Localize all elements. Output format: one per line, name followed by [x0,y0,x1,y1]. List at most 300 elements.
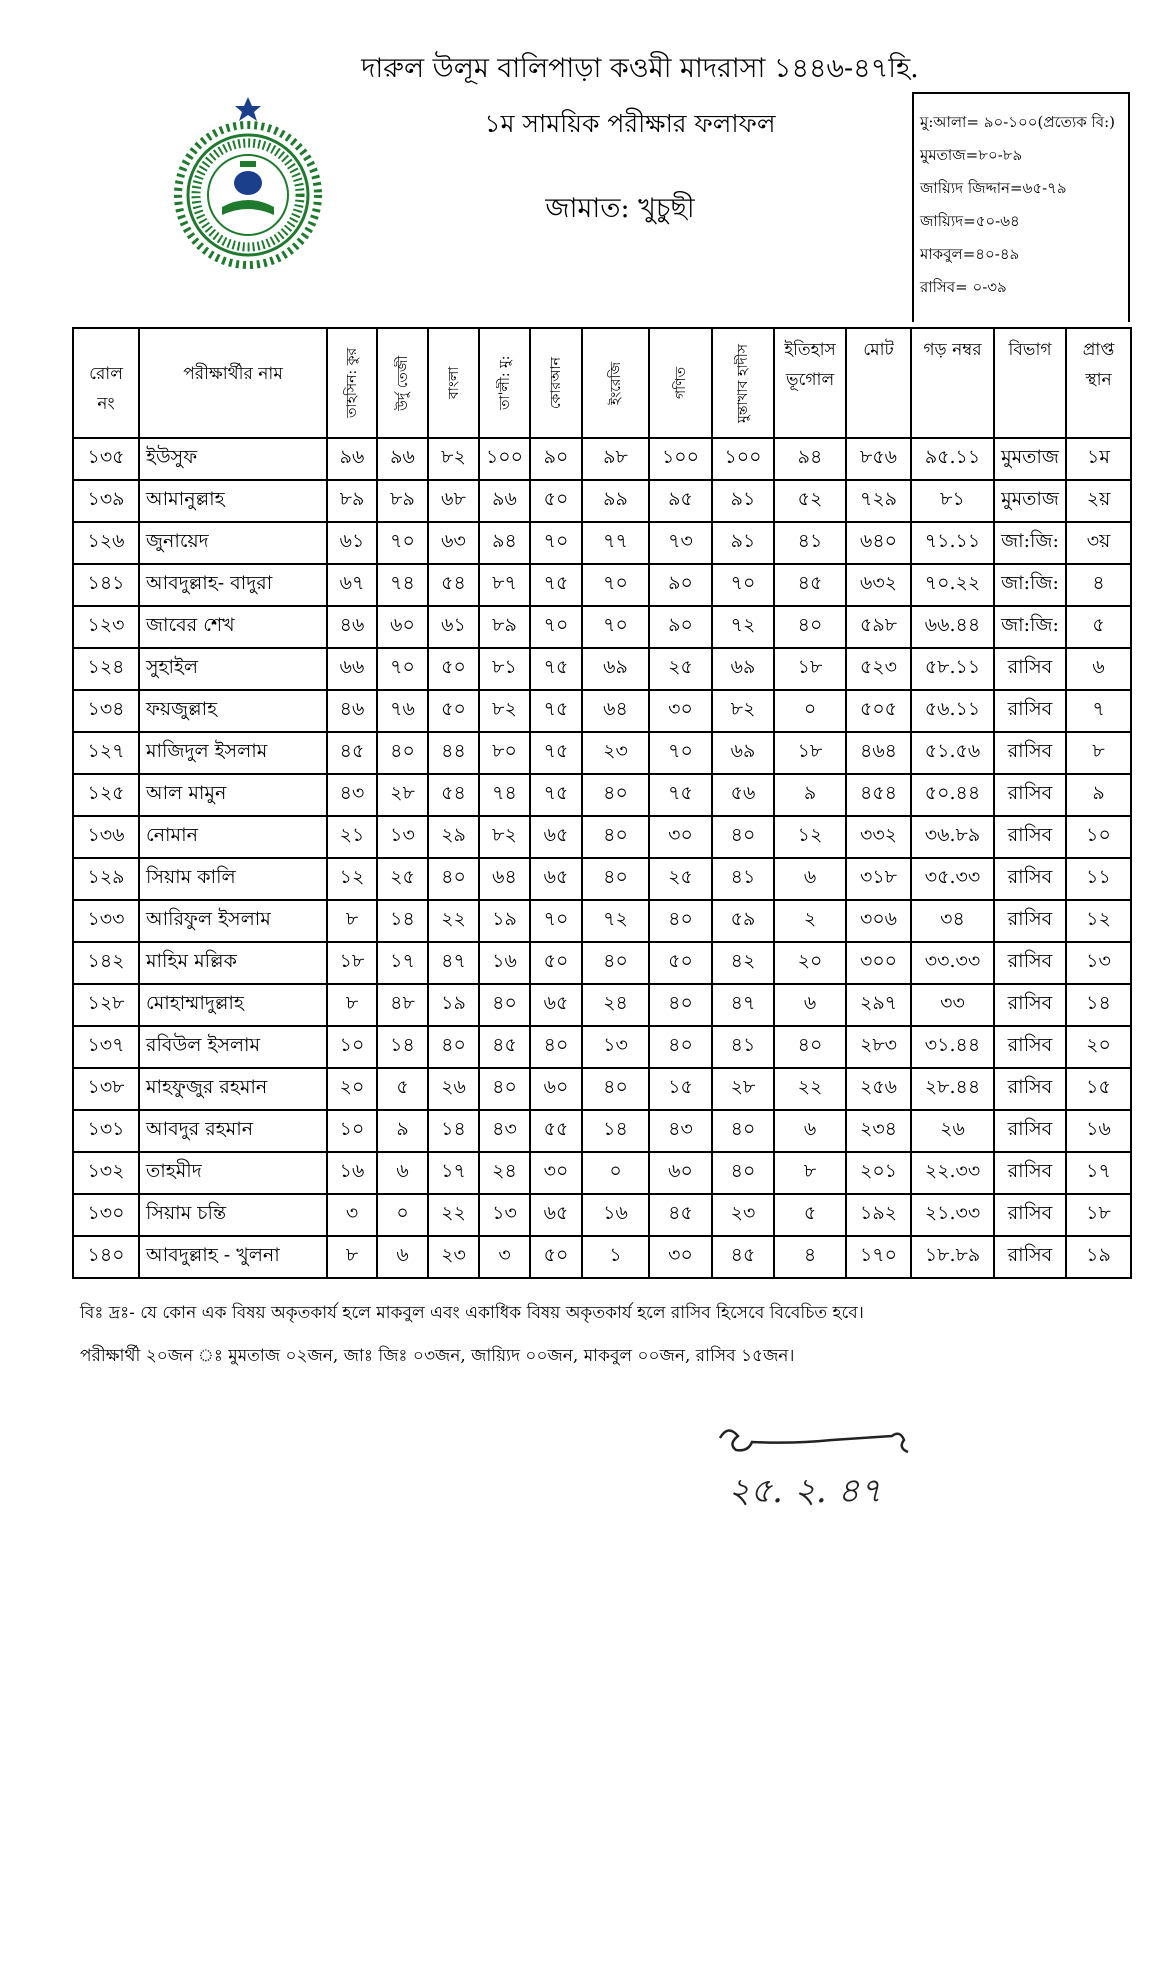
table-cell: ৯৪ [479,522,530,564]
table-cell: ১৭ [377,942,428,984]
table-cell: ১৪ [582,1110,649,1152]
table-cell: ১২ [774,816,846,858]
table-cell: ৩০ [649,1236,712,1278]
student-name-cell: সিয়াম চন্তি [139,1194,327,1236]
table-cell: ১৮ [774,648,846,690]
table-cell: ৫ [774,1194,846,1236]
table-cell: রাসিব [994,690,1066,732]
table-cell: ৭৪ [377,564,428,606]
roll-cell: ১৪১ [73,564,139,606]
student-name-cell: জুনায়েদ [139,522,327,564]
table-row [73,774,1131,816]
table-cell: ১৪ [428,1110,479,1152]
table-cell: ৬১ [428,606,479,648]
table-cell: ৫০.৪৪ [911,774,994,816]
table-row [73,1152,1131,1194]
table-row [73,522,1131,564]
roll-cell: ১৩৬ [73,816,139,858]
table-cell: ৫৬.১১ [911,690,994,732]
table-cell: ৯৬ [479,480,530,522]
table-cell: ৭৩ [649,522,712,564]
table-cell: ৬ [774,858,846,900]
table-cell: ২৬ [428,1068,479,1110]
table-cell: ৬৮ [428,480,479,522]
table-cell: ২য় [1066,480,1131,522]
table-row [73,858,1131,900]
table-cell: ৭৫ [530,564,582,606]
table-cell: ৪৫ [774,564,846,606]
table-cell: রাসিব [994,1152,1066,1194]
roll-cell: ১৩০ [73,1194,139,1236]
table-row [73,1236,1131,1278]
result-summary: পরীক্ষার্থী ২০জন ঃ মুমতাজ ০২জন, জাঃ জিঃ ০৩জন, জায়্যিদ ০০জন, মাকবুল ০০জন, রাসিব ১৫জন। [80,1346,795,1366]
table-cell: ১৩ [582,1026,649,1068]
table-cell: ৪০ [774,1026,846,1068]
table-cell: ৬১ [327,522,377,564]
table-cell: ৮২ [428,438,479,480]
table-cell: ৬০ [530,1068,582,1110]
table-cell: ৪ [774,1236,846,1278]
table-cell: ৪০ [479,1068,530,1110]
table-cell: ৯৪ [774,438,846,480]
table-cell: ৭৬ [377,690,428,732]
table-cell: ৬৯ [712,648,774,690]
table-cell: ৩০ [649,816,712,858]
header-row [73,328,1131,438]
roll-cell: ১৩৯ [73,480,139,522]
table-cell: ৫০ [530,942,582,984]
column-header-history: ইতিহাস ভূগোল [774,328,846,438]
table-cell: মুমতাজ [994,480,1066,522]
table-cell: ১০ [1066,816,1131,858]
roll-cell: ১৩২ [73,1152,139,1194]
table-cell: ১০০ [712,438,774,480]
table-cell: ৪৬৪ [846,732,911,774]
table-cell: ৭০ [712,564,774,606]
table-cell: ৯ [377,1110,428,1152]
table-cell: ৯ [1066,774,1131,816]
table-cell: ২৩৪ [846,1110,911,1152]
table-cell: ৭৪ [479,774,530,816]
table-cell: ৮৯ [327,480,377,522]
table-cell: ৪০ [712,816,774,858]
column-header-subject: গণিত [649,328,712,438]
exam-subtitle: ১ম সাময়িক পরীক্ষার ফলাফল [484,109,776,138]
table-cell: ১৭০ [846,1236,911,1278]
table-cell: ৭৭ [582,522,649,564]
student-name-cell: মোহাম্মাদুল্লাহ [139,984,327,1026]
table-cell: ২৪ [479,1152,530,1194]
table-cell: ৩৩২ [846,816,911,858]
table-cell: ৯৫.১১ [911,438,994,480]
table-cell: রাসিব [994,1068,1066,1110]
column-header-subject: তা'লী: মু: [479,328,530,438]
table-cell: ৪ [1066,564,1131,606]
grade-line: মুমতাজ=৮০-৮৯ [920,146,1023,164]
table-cell: ৭০ [377,648,428,690]
student-name-cell: সুহাইল [139,648,327,690]
roll-cell: ১২৯ [73,858,139,900]
table-cell: ৫০৫ [846,690,911,732]
table-cell: রাসিব [994,816,1066,858]
table-cell: ১৮ [1066,1194,1131,1236]
table-cell: ৪৫ [649,1194,712,1236]
student-name-cell: জাবের শেখ [139,606,327,648]
table-cell: ৬৫ [530,1194,582,1236]
table-cell: ৩৩ [911,984,994,1026]
table-cell: ৪১ [712,858,774,900]
table-cell: জা:জি: [994,606,1066,648]
student-name-cell: রবিউল ইসলাম [139,1026,327,1068]
table-cell: ৪০ [774,606,846,648]
table-cell: ০ [377,1194,428,1236]
roll-cell: ১২৭ [73,732,139,774]
roll-cell: ১৩৩ [73,900,139,942]
column-header-subject: কোরআন [530,328,582,438]
student-name-cell: মাজিদুল ইসলাম [139,732,327,774]
table-cell: ২৫ [649,648,712,690]
table-cell: রাসিব [994,1194,1066,1236]
table-cell: ৪০ [649,1026,712,1068]
class-name: জামাত: খুচুছী [545,193,695,224]
table-row [73,438,1131,480]
table-cell: ৬৪০ [846,522,911,564]
table-cell: ২ [774,900,846,942]
table-cell: ১৭ [1066,1152,1131,1194]
table-cell: ৯৫ [649,480,712,522]
table-cell: ৮ [327,900,377,942]
table-cell: ৬ [377,1152,428,1194]
table-cell: ১৫ [649,1068,712,1110]
table-cell: ৮ [774,1152,846,1194]
table-cell: ৭৫ [530,648,582,690]
table-cell: ৮ [327,1236,377,1278]
table-cell: ৮২ [479,816,530,858]
table-cell: ২৩ [428,1236,479,1278]
table-cell: ৩১.৪৪ [911,1026,994,1068]
table-cell: রাসিব [994,732,1066,774]
table-cell: ৩৩.৩৩ [911,942,994,984]
column-header-average: গড় নম্বর [911,328,994,438]
table-cell: ১৪ [1066,984,1131,1026]
table-cell: ৪৪ [428,732,479,774]
roll-cell: ১৪২ [73,942,139,984]
table-cell: ৫৯ [712,900,774,942]
table-cell: ৬ [774,984,846,1026]
table-row [73,900,1131,942]
table-cell: ১৮.৮৯ [911,1236,994,1278]
table-cell: ৬০ [377,606,428,648]
table-cell: ৩য় [1066,522,1131,564]
student-name-cell: আমানুল্লাহ [139,480,327,522]
table-cell: ৭ [1066,690,1131,732]
table-cell: ৪০ [530,1026,582,1068]
table-cell: ৯০ [649,564,712,606]
table-cell: ১৮ [327,942,377,984]
table-cell: ৪৫ [712,1236,774,1278]
table-cell: ৫০ [530,1236,582,1278]
table-cell: ৪০ [712,1110,774,1152]
results-body [73,438,1131,1278]
table-cell: ২০ [327,1068,377,1110]
table-cell: ৯৬ [377,438,428,480]
table-cell: ২১.৩৩ [911,1194,994,1236]
table-cell: ৪৬ [327,690,377,732]
table-cell: ৬৭ [327,564,377,606]
table-cell: ৩৫.৩৩ [911,858,994,900]
column-header-total: মোট [846,328,911,438]
table-cell: ৬৫ [530,984,582,1026]
roll-cell: ১৩৪ [73,690,139,732]
table-cell: ৭০ [530,606,582,648]
table-cell: ৪৬ [327,606,377,648]
table-cell: ৮০ [479,732,530,774]
table-cell: ৪৭ [712,984,774,1026]
table-cell: ৪০ [582,816,649,858]
table-cell: রাসিব [994,858,1066,900]
table-cell: ৪১ [712,1026,774,1068]
table-cell: ৮৯ [479,606,530,648]
table-cell: ১৯২ [846,1194,911,1236]
table-cell: রাসিব [994,1110,1066,1152]
table-cell: ৪০ [712,1152,774,1194]
table-cell: ১২ [1066,900,1131,942]
table-cell: ৭৫ [530,732,582,774]
table-row [73,1110,1131,1152]
table-cell: ১৫ [1066,1068,1131,1110]
table-cell: ৭০ [649,732,712,774]
table-cell: ৫২৩ [846,648,911,690]
table-cell: ১৬ [479,942,530,984]
table-cell: ৩১৮ [846,858,911,900]
table-row [73,480,1131,522]
table-cell: ৫০ [428,690,479,732]
table-cell: ৪০ [582,774,649,816]
table-cell: ২২ [428,900,479,942]
table-cell: ৬ [377,1236,428,1278]
column-header-subject: তাহসিন: কুর [327,328,377,438]
table-cell: ৩ [479,1236,530,1278]
table-cell: ৪০ [428,858,479,900]
table-cell: ১১ [1066,858,1131,900]
roll-cell: ১৩৭ [73,1026,139,1068]
table-cell: রাসিব [994,1236,1066,1278]
table-cell: রাসিব [994,1026,1066,1068]
table-cell: ৪৩ [479,1110,530,1152]
roll-cell: ১৩৫ [73,438,139,480]
table-cell: ৪৫ [327,732,377,774]
table-cell: ৬৯ [582,648,649,690]
table-cell: ৯ [774,774,846,816]
table-cell: ৯১ [712,522,774,564]
column-header-subject: ইংরেজি [582,328,649,438]
table-cell: ৪০ [377,732,428,774]
table-cell: ১৪ [377,900,428,942]
table-row [73,648,1131,690]
table-cell: ৬৪ [582,690,649,732]
table-row [73,732,1131,774]
table-cell: ৭১.১১ [911,522,994,564]
table-cell: ৪২ [712,942,774,984]
table-cell: ২৫৬ [846,1068,911,1110]
table-cell: ৮৫৬ [846,438,911,480]
table-cell: ৭০.২২ [911,564,994,606]
madrasa-logo [160,95,335,270]
table-cell: ২০ [1066,1026,1131,1068]
table-cell: ৮৭ [479,564,530,606]
student-name-cell: ইউসুফ [139,438,327,480]
table-cell: ১০ [327,1110,377,1152]
column-header-name: পরীক্ষার্থীর নাম [139,328,327,438]
table-row [73,816,1131,858]
table-cell: ৭৫ [530,690,582,732]
student-name-cell: আরিফুল ইসলাম [139,900,327,942]
table-cell: ৬৩ [428,522,479,564]
table-cell: ৭৫ [530,774,582,816]
roll-cell: ১২৩ [73,606,139,648]
table-cell: ১৬ [1066,1110,1131,1152]
table-cell: ১ [582,1236,649,1278]
table-cell: ৪০ [649,984,712,1026]
table-cell: ২৫ [377,858,428,900]
table-cell: ৪৩ [649,1110,712,1152]
table-cell: ২০১ [846,1152,911,1194]
table-cell: ১৯ [479,900,530,942]
table-row [73,1026,1131,1068]
table-cell: ৭০ [582,606,649,648]
table-cell: ২৮৩ [846,1026,911,1068]
table-cell: ৫৫ [530,1110,582,1152]
table-cell: ৭০ [377,522,428,564]
table-cell: ৫০ [428,648,479,690]
roll-cell: ১৩১ [73,1110,139,1152]
table-cell: ৪০ [479,984,530,1026]
student-name-cell: ফয়জুল্লাহ [139,690,327,732]
handwritten-signature [700,1410,940,1525]
table-cell: ২০ [774,942,846,984]
table-cell: রাসিব [994,942,1066,984]
roll-cell: ১২৬ [73,522,139,564]
table-cell: ৭২ [582,900,649,942]
table-cell: ৭২ [712,606,774,648]
table-cell: ৬৫ [530,816,582,858]
table-cell: ১৪ [377,1026,428,1068]
table-cell: ৫৬ [712,774,774,816]
table-cell: রাসিব [994,774,1066,816]
table-cell: ৯৯ [582,480,649,522]
table-cell: ৭০ [530,522,582,564]
roll-cell: ১৩৮ [73,1068,139,1110]
table-cell: ১৩ [479,1194,530,1236]
table-cell: রাসিব [994,900,1066,942]
table-cell: ৯১ [712,480,774,522]
table-cell: ১৩ [1066,942,1131,984]
table-cell: ১০০ [479,438,530,480]
column-header-position: প্রাপ্ত স্থান [1066,328,1131,438]
table-cell: ১ম [1066,438,1131,480]
table-cell: ২৪ [582,984,649,1026]
results-table [72,327,1132,1279]
roll-cell: ১৪০ [73,1236,139,1278]
table-row [73,942,1131,984]
table-cell: ৪০ [582,858,649,900]
table-cell: ৪৩ [327,774,377,816]
student-name-cell: সিয়াম কালি [139,858,327,900]
table-cell: ৫০ [530,480,582,522]
table-cell: মুমতাজ [994,438,1066,480]
table-cell: ৮ [1066,732,1131,774]
table-cell: ৫৮.১১ [911,648,994,690]
table-cell: ৮২ [479,690,530,732]
footnote: বিঃ দ্রঃ- যে কোন এক বিষয় অকৃতকার্য হলে মাকবুল এবং একাধিক বিষয় অকৃতকার্য হলে রাসিব হিসেবে বিবেচিত হবে। [80,1303,864,1323]
table-cell: ৬৫ [530,858,582,900]
grade-line: জায়্যিদ=৫০-৬৪ [920,212,1020,230]
table-cell: ২২.৩৩ [911,1152,994,1194]
table-cell: ৪৫ [479,1026,530,1068]
column-header-subject: বাংলা [428,328,479,438]
table-cell: ১০ [327,1026,377,1068]
table-row [73,1194,1131,1236]
student-name-cell: মাহিম মল্লিক [139,942,327,984]
column-header-roll: রোল নং [73,328,139,438]
column-header-subject: মুন্তাখাব হাদীস [712,328,774,438]
table-cell: ৪১ [774,522,846,564]
table-cell: ৬৯ [712,732,774,774]
student-name-cell: আবদুর রহমান [139,1110,327,1152]
table-row [73,690,1131,732]
table-cell: ০ [774,690,846,732]
table-cell: ৫৪ [428,774,479,816]
table-row [73,1068,1131,1110]
table-cell: ৬ [774,1110,846,1152]
column-header-subject: উর্দু তেজী [377,328,428,438]
table-cell: ২৩ [712,1194,774,1236]
student-name-cell: মাহফুজুর রহমান [139,1068,327,1110]
page-title: দারুল উলূম বালিপাড়া কওমী মাদরাসা ১৪৪৬-৪৭হি. [361,53,919,84]
table-row [73,984,1131,1026]
table-cell: ২৫ [649,858,712,900]
table-cell: ৫২ [774,480,846,522]
table-cell: ৬৪ [479,858,530,900]
grade-line: রাসিব= ০-৩৯ [920,278,1007,296]
table-cell: ২৮.৪৪ [911,1068,994,1110]
table-cell: ৫১.৫৬ [911,732,994,774]
column-header-division: বিভাগ [994,328,1066,438]
table-cell: ৬৬.৪৪ [911,606,994,648]
student-name-cell: নোমান [139,816,327,858]
table-cell: ৫৯৮ [846,606,911,648]
student-name-cell: আবদুল্লাহ - খুলনা [139,1236,327,1278]
svg-text:২৫. ২. ৪৭: ২৫. ২. ৪৭ [728,1471,882,1511]
student-name-cell: আবদুল্লাহ- বাদুরা [139,564,327,606]
table-cell: ২৩ [582,732,649,774]
table-cell: ৪৮ [377,984,428,1026]
table-row [73,564,1131,606]
table-cell: ৭২৯ [846,480,911,522]
table-cell: ৬৩২ [846,564,911,606]
table-cell: ৯০ [649,606,712,648]
roll-cell: ১২৫ [73,774,139,816]
table-cell: ৮২ [712,690,774,732]
table-cell: ৩ [327,1194,377,1236]
table-cell: ২৮ [712,1068,774,1110]
table-cell: ৩০ [530,1152,582,1194]
table-cell: ৭০ [530,900,582,942]
grade-line: মু:আলা= ৯০-১০০(প্রত্যেক বি:) [920,113,1116,131]
table-cell: ৭৫ [649,774,712,816]
table-cell: ১০০ [649,438,712,480]
table-cell: ১৩ [377,816,428,858]
